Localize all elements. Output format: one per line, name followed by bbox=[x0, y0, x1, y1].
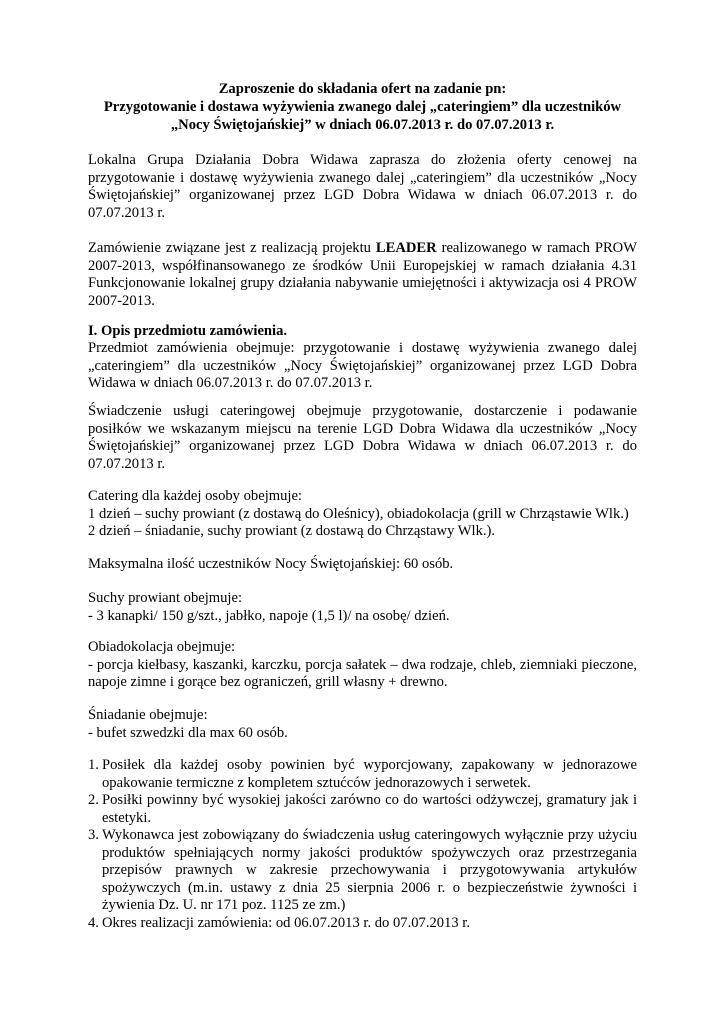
document-title bbox=[88, 81, 637, 134]
list-item-number: 2. bbox=[88, 792, 99, 808]
section-heading: I. Opis przedmiotu zamówienia. bbox=[88, 323, 288, 339]
list-item bbox=[88, 757, 637, 792]
project-paragraph bbox=[88, 240, 637, 310]
list-item-number: 4. bbox=[88, 914, 99, 931]
list-item bbox=[88, 915, 637, 933]
catering-day-1: 1 dzień – suchy prowiant (z dostawą do Oleśnicy), obiadokolacja (grill w Chrząstawie Wlk.) bbox=[88, 505, 629, 522]
list-item-text: Wykonawca jest zobowiązany do świadczenia usług cateringowych wyłącznie przy użyciu produktów spełniających normy jakości produktów spożywczych oraz przestrzegania przepisów prawnych w zakresie przechowywania i przygotowywania artykułów spożywczych (m.in. ustawy z dnia 25 sierpnia 2006 r. o bezpieczeństwie żywności i żywienia Dz. U. nr 171 poz. 1125 ze zm.) bbox=[102, 827, 637, 913]
conditions-list bbox=[88, 757, 637, 932]
breakfast-block bbox=[88, 707, 637, 742]
subject-paragraph: Przedmiot zamówienia obejmuje: przygotowanie i dostawę wyżywienia zwanego dalej „cateringiem” dla uczestników „Nocy Świętojańskiej” organizowanej przez LGD Dobra Widawa w dniach 06.07.2013 r. do 07.07.2013 r. bbox=[88, 340, 637, 391]
service-paragraph: Świadczenie usługi cateringowej obejmuje przygotowanie, dostarczenie i podawanie posiłków we wskazanym miejscu na terenie LGD Dobra Widawa dla uczestników „Nocy Świętojańskiej” organizowanej przez LGD Dobra Widawa w dniach 06.07.2013 r. do 07.07.2013 r. bbox=[88, 403, 637, 472]
intro-paragraph: Lokalna Grupa Działania Dobra Widawa zaprasza do złożenia oferty cenowej na przygotowanie i dostawę wyżywienia zwanego dalej „cateringiem” dla uczestników „Nocy Świętojańskiej” organizowanej przez LGD Dobra Widawa w dniach 06.07.2013 r. do 07.07.2013 r. bbox=[88, 152, 637, 221]
project-text-after: realizowanego w ramach PROW 2007-2013, współfinansowanego ze środków Unii Europejskiej w ramach działania 4.31 Funkcjonowanie lokalnej grupy działania nabywanie umiejętności i aktywizacja osi 4 PROW 2007-2013. bbox=[88, 240, 637, 309]
project-text-before: Zamówienie związane jest z realizacją projektu bbox=[88, 240, 376, 256]
list-item bbox=[88, 827, 637, 915]
dinner-label: Obiadokolacja obejmuje: bbox=[88, 639, 236, 655]
catering-day-2: 2 dzień – śniadanie, suchy prowiant (z dostawą do Chrząstawy Wlk.). bbox=[88, 523, 496, 539]
list-item-number: 3. bbox=[88, 827, 99, 843]
catering-block bbox=[88, 488, 637, 541]
dry-rations-label: Suchy prowiant obejmuje: bbox=[88, 590, 243, 606]
dry-rations-block bbox=[88, 590, 637, 625]
catering-label: Catering dla każdej osoby obejmuje: bbox=[88, 488, 302, 504]
dinner-block bbox=[88, 639, 637, 692]
title-line-1: Zaproszenie do składania ofert na zadanie pn: bbox=[218, 81, 507, 97]
title-line-3: „Nocy Świętojańskiej” w dniach 06.07.2013 r. do 07.07.2013 r. bbox=[170, 116, 555, 133]
list-item-text: Posiłek dla każdej osoby powinien być wyporcjowany, zapakowany w jednorazowe opakowanie termiczne z kompletem sztućców jednorazowych i serwetek. bbox=[102, 757, 637, 791]
list-item-number: 1. bbox=[88, 757, 99, 773]
list-item-text: Okres realizacji zamówienia: od 06.07.2013 r. do 07.07.2013 r. bbox=[102, 914, 470, 931]
project-name: LEADER bbox=[375, 240, 437, 256]
list-item-text: Posiłki powinny być wysokiej jakości zarówno co do wartości odżywczej, gramatury jak i estetyki. bbox=[102, 792, 637, 826]
dinner-item: - porcja kiełbasy, kaszanki, karczku, porcja sałatek – dwa rodzaje, chleb, ziemniaki pieczone, napoje zimne i gorące bez ograniczeń, grill własny + drewno. bbox=[88, 656, 637, 690]
dry-rations-item: - 3 kanapki/ 150 g/szt., jabłko, napoje (1,5 l)/ na osobę/ dzień. bbox=[88, 607, 450, 624]
max-participants: Maksymalna ilość uczestników Nocy Świętojańskiej: 60 osób. bbox=[88, 556, 454, 572]
breakfast-item: - bufet szwedzki dla max 60 osób. bbox=[88, 724, 288, 741]
list-item bbox=[88, 792, 637, 827]
breakfast-label: Śniadanie obejmuje: bbox=[88, 707, 208, 723]
title-line-2: Przygotowanie i dostawa wyżywienia zwanego dalej „cateringiem” dla uczestników bbox=[103, 98, 622, 115]
